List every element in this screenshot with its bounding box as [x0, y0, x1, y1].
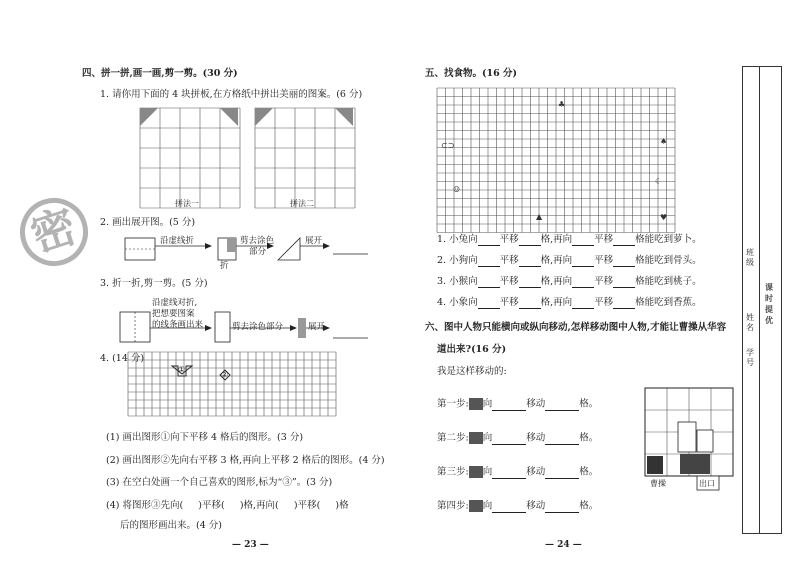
elephant-icon: ▲ — [536, 212, 543, 221]
q2-step3: 展开 — [305, 236, 323, 246]
q1-caption-1: 拼法一 — [175, 199, 199, 208]
q4-shape-1-mark: ① — [178, 365, 186, 374]
q2-step1: 沿虚线折 — [160, 236, 195, 246]
section-4-title: 四、拼一拼,画一画,剪一剪。(30 分) — [82, 68, 238, 79]
move-step: 第四步: 向 移动 格。 — [437, 500, 599, 512]
sidebar-char-xing: 姓 — [746, 313, 754, 322]
food-question: 3. 小猴向 平移 格,再向 平移 格能吃到桃子。 — [437, 276, 702, 287]
q4-sub4-line2: 后的图形画出来。(4 分) — [120, 520, 222, 531]
sidebar-char-ji: 级 — [746, 258, 754, 267]
section-6-title-2: 道出来?(16 分) — [437, 344, 507, 355]
q3-note-2: 把想要图案 — [152, 309, 195, 319]
banana-icon: ☾ — [655, 177, 663, 186]
q4-sub3: (3) 在空白处画一个自己喜欢的图形,标为“③”。(3 分) — [106, 477, 333, 488]
q3-step2: 剪去涂色部分 — [232, 322, 284, 332]
q3-text: 3. 折一折,剪一剪。(5 分) — [100, 278, 208, 289]
monkey-icon: ☺ — [453, 185, 461, 194]
logo: 课时提优 — [765, 282, 773, 325]
q2-step2b: 部分 — [249, 247, 267, 257]
sidebar-char-ming: 名 — [746, 323, 754, 332]
q1-text: 1. 请你用下面的 4 块拼板,在方格纸中拼出美丽的图案。(6 分) — [100, 89, 363, 100]
section-6-title-1: 六、图中人物只能横向或纵向移动,怎样移动图中人物,才能让曹操从华容 — [425, 322, 727, 333]
q2-text: 2. 画出展开图。(5 分) — [100, 217, 196, 228]
q2-step2: 剪去涂色 — [240, 236, 275, 246]
food-question: 4. 小象向 平移 格,再向 平移 格能吃到香蕉。 — [437, 297, 702, 308]
move-step: 第三步: 向 移动 格。 — [437, 466, 599, 478]
sidebar-char-ban: 班 — [746, 248, 754, 257]
q4-sub2: (2) 画出图形②先向右平移 3 格,再向上平移 2 格后的图形。(4 分) — [106, 455, 385, 466]
rabbit-icon: ♥ — [660, 213, 668, 222]
q4-shape-2-mark: ② — [221, 370, 229, 379]
q4-text: 4. (14 分) — [100, 353, 145, 364]
move-step: 第二步: 向 移动 格。 — [437, 432, 599, 444]
peach-icon: ♠ — [660, 137, 668, 146]
section-5-title: 五、找食物。(16 分) — [425, 68, 518, 79]
q3-step3: 展开 — [308, 322, 326, 332]
q4-sub4: (4) 将图形③先向( )平移( )格,再向( )平移( )格 — [106, 500, 349, 511]
cao-cao-label: 曹操 — [650, 479, 666, 488]
move-step: 第一步: 向 移动 格。 — [437, 398, 599, 410]
exit-label: 出口 — [699, 479, 715, 488]
q4-sub1: (1) 画出图形①向下平移 4 格后的图形。(3 分) — [106, 432, 304, 443]
sidebar-char-hao: 号 — [746, 358, 754, 367]
bone-icon: ⊂⊃ — [441, 141, 455, 150]
carrot-icon: ♣ — [558, 100, 566, 109]
sidebar-divider — [759, 67, 760, 533]
my-moves-label: 我是这样移动的: — [437, 366, 507, 377]
food-question: 1. 小兔向 平移 格,再向 平移 格能吃到萝卜。 — [437, 234, 702, 245]
figure-icon — [469, 500, 483, 512]
q3-note-3: 的线条画出来 — [152, 320, 204, 330]
page-number-left: — 23 — — [232, 540, 269, 550]
q2-fold-label: 折 — [220, 261, 229, 271]
binding-sidebar — [742, 66, 782, 534]
sidebar-char-xue: 学 — [746, 348, 754, 357]
page-number-right: — 24 — — [545, 540, 582, 550]
q3-note-1: 沿虚线对折, — [152, 298, 198, 308]
food-question: 2. 小狗向 平移 格,再向 平移 格能吃到骨头。 — [437, 255, 702, 266]
q1-caption-2: 拼法二 — [290, 199, 314, 208]
confidential-seal: 密 — [11, 189, 97, 275]
